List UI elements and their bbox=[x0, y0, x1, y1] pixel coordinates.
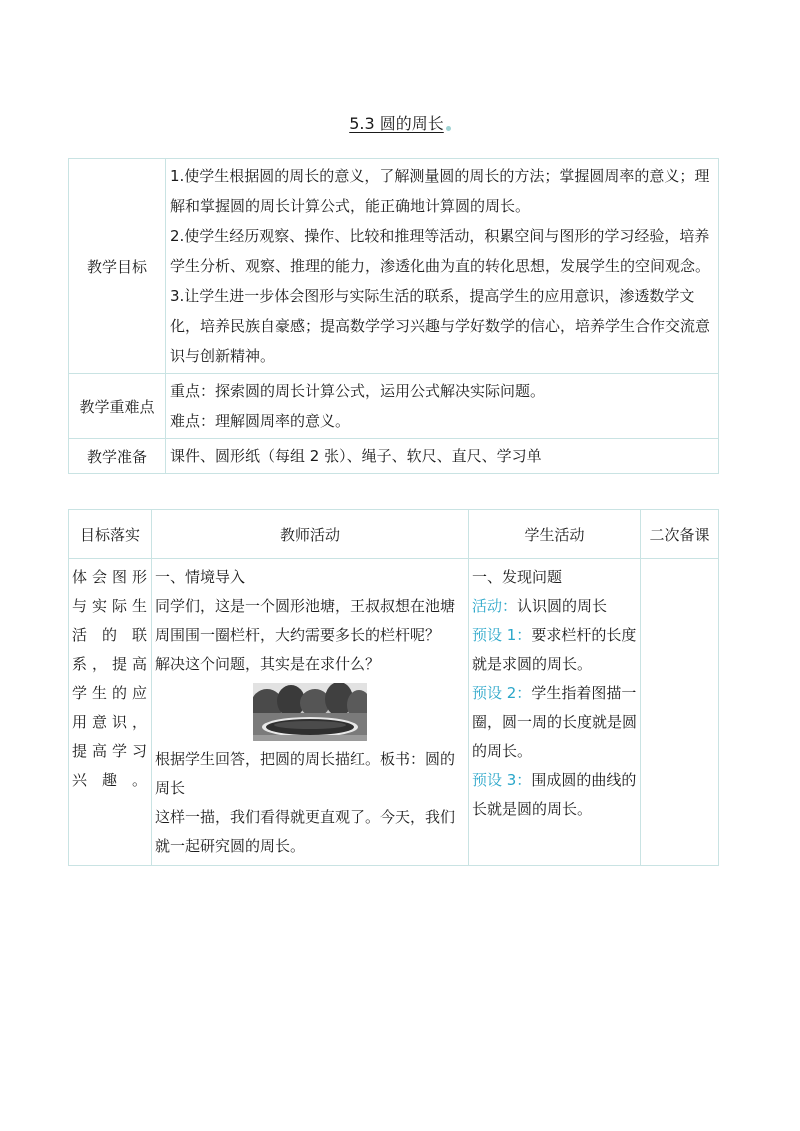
goal-line: 与实际生 bbox=[72, 597, 148, 615]
preset-text: 要求栏杆的长度就是求圆的周长。 bbox=[472, 626, 637, 673]
preset-label: 预设 1： bbox=[472, 626, 532, 644]
teacher-para-3: 根据学生回答，把圆的周长描红。板书：圆的周长 bbox=[155, 750, 456, 797]
prep-cell: 课件、圆形纸（每组 2 张）、绳子、软尺、直尺、学习单 bbox=[166, 439, 719, 474]
keypoints-label: 教学重难点 bbox=[69, 374, 166, 439]
teacher-cell bbox=[152, 559, 469, 866]
goal-line: 系，提高 bbox=[72, 655, 148, 673]
goal-line: 学生的应 bbox=[72, 684, 148, 702]
goal-line: 兴趣。 bbox=[72, 771, 148, 789]
goal-cell bbox=[69, 559, 152, 866]
prep-label: 教学准备 bbox=[69, 439, 166, 474]
goal-line: 活 的 联 bbox=[72, 626, 148, 644]
objectives-label: 教学目标 bbox=[69, 159, 166, 374]
objectives-table bbox=[68, 158, 719, 474]
student-cell bbox=[469, 559, 641, 866]
page-title bbox=[0, 112, 800, 136]
teacher-section-title: 一、情境导入 bbox=[155, 568, 246, 586]
header-goal: 目标落实 bbox=[69, 510, 152, 559]
activity-label: 活动： bbox=[472, 597, 518, 615]
preset-text: 围成圆的曲线的长就是圆的周长。 bbox=[472, 771, 637, 818]
activity-text: 认识圆的周长 bbox=[517, 597, 608, 615]
preset-text: 学生指着图描一圈，圆一周的长度就是圆的周长。 bbox=[472, 684, 638, 760]
teacher-para-1: 同学们，这是一个圆形池塘，王叔叔想在池塘周围围一圈栏杆，大约需要多长的栏杆呢？ bbox=[155, 597, 456, 644]
keypoint-difficulty: 难点：理解圆周率的意义。 bbox=[170, 412, 351, 430]
header-teacher: 教师活动 bbox=[152, 510, 469, 559]
student-preset-3 bbox=[472, 766, 637, 824]
goal-line: 提高学习 bbox=[72, 742, 148, 760]
title-dot bbox=[446, 126, 451, 131]
objective-1: 1.使学生根据圆的周长的意义，了解测量圆的周长的方法；掌握圆周率的意义；理解和掌握圆的周长计算公式，能正确地计算圆的周长。 bbox=[170, 167, 710, 215]
notes-cell bbox=[641, 559, 719, 866]
objective-2: 2.使学生经历观察、操作、比较和推理等活动，积累空间与图形的学习经验，培养学生分析、观察、推理的能力，渗透化曲为直的转化思想，发展学生的空间观念。 bbox=[170, 227, 711, 275]
activities-table bbox=[68, 509, 719, 866]
objectives-cell bbox=[166, 159, 719, 374]
student-section-title: 一、发现问题 bbox=[472, 568, 563, 586]
objective-3: 3.让学生进一步体会图形与实际生活的联系，提高学生的应用意识，渗透数学文化，培养民族自豪感；提高数学学习兴趣与学好数学的信心，培养学生合作交流意识与创新精神。 bbox=[170, 287, 711, 365]
student-preset-2 bbox=[472, 679, 637, 766]
header-student: 学生活动 bbox=[469, 510, 641, 559]
goal-line: 体会图形 bbox=[72, 568, 148, 586]
keypoints-cell bbox=[166, 374, 719, 439]
preset-label: 预设 2： bbox=[472, 684, 532, 702]
keypoint-focus: 重点：探索圆的周长计算公式，运用公式解决实际问题。 bbox=[170, 382, 546, 400]
pond-photo bbox=[253, 683, 367, 741]
teacher-para-2: 解决这个问题，其实是在求什么？ bbox=[155, 655, 381, 673]
preset-label: 预设 3： bbox=[472, 771, 532, 789]
student-preset-1 bbox=[472, 621, 637, 679]
teacher-para-4: 这样一描，我们看得就更直观了。今天，我们就一起研究圆的周长。 bbox=[155, 808, 456, 855]
goal-line: 用意识， bbox=[72, 713, 148, 731]
title-text: 5.3 圆的周长 bbox=[349, 114, 444, 133]
student-activity bbox=[472, 592, 637, 621]
header-notes: 二次备课 bbox=[641, 510, 719, 559]
